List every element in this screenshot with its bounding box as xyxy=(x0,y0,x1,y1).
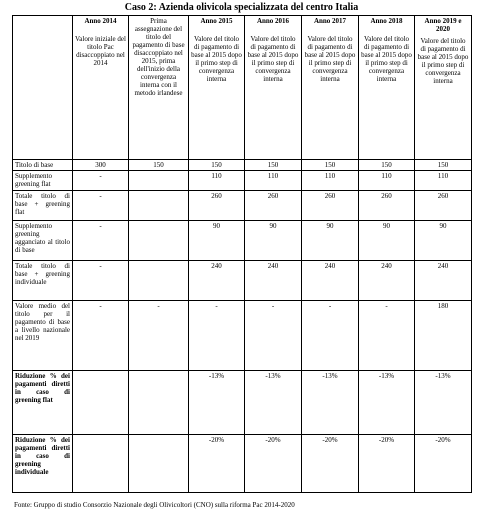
table-cell xyxy=(73,371,129,435)
table-cell: - xyxy=(73,301,129,371)
table-cell: -13% xyxy=(359,371,415,435)
table-cell: - xyxy=(359,301,415,371)
table-cell: 150 xyxy=(359,160,415,171)
table-cell: 90 xyxy=(359,221,415,261)
table-cell xyxy=(129,191,189,221)
table-cell: 90 xyxy=(302,221,359,261)
header-cell: Anno 2019 e 2020 Valore del titolo di pagamento di base al 2015 dopo il primo step di convergenza interna xyxy=(415,16,472,160)
table-cell: 260 xyxy=(359,191,415,221)
data-table xyxy=(12,15,472,493)
table-row xyxy=(13,435,472,493)
row-label: Titolo di base xyxy=(13,160,73,171)
header-cell: Anno 2015 Valore del titolo di pagamento di base al 2015 dopo il primo step di convergenza interna xyxy=(189,16,245,160)
row-label: Riduzione % dei pagamenti diretti in caso di greening individuale xyxy=(13,435,73,493)
table-cell: 150 xyxy=(302,160,359,171)
table-cell: 150 xyxy=(129,160,189,171)
table-row xyxy=(13,171,472,191)
row-label: Totale titolo di base + greening individuale xyxy=(13,261,73,301)
table-cell xyxy=(129,221,189,261)
table-cell: -20% xyxy=(189,435,245,493)
table-cell: 150 xyxy=(189,160,245,171)
table-cell: - xyxy=(73,261,129,301)
table-cell: -20% xyxy=(415,435,472,493)
row-label: Riduzione % dei pagamenti diretti in caso di greening flat xyxy=(13,371,73,435)
table-row xyxy=(13,301,472,371)
table-cell: 110 xyxy=(415,171,472,191)
table-cell: 110 xyxy=(359,171,415,191)
table-cell: -20% xyxy=(359,435,415,493)
table-cell: - xyxy=(73,191,129,221)
table-cell: - xyxy=(73,171,129,191)
document-title: Caso 2: Azienda olivicola specializzata del centro Italia xyxy=(124,2,359,13)
table-cell: 180 xyxy=(415,301,472,371)
table-cell: - xyxy=(245,301,302,371)
table-cell: 110 xyxy=(302,171,359,191)
table-cell: 260 xyxy=(302,191,359,221)
table-cell: 90 xyxy=(189,221,245,261)
table-cell: 90 xyxy=(415,221,472,261)
header-cell: Anno 2016 Valore del titolo di pagamento di base al 2015 dopo il primo step di convergenza interna xyxy=(245,16,302,160)
table-cell xyxy=(129,435,189,493)
table-cell: - xyxy=(302,301,359,371)
table-cell: 240 xyxy=(302,261,359,301)
header-cell: Prima assegnazione del titolo del pagamento di base disaccoppiato nel 2015, prima dell'inizio della convergenza interna con il metodo irlandese xyxy=(129,16,189,160)
table-row xyxy=(13,160,472,171)
table-cell: 240 xyxy=(189,261,245,301)
header-cell: Anno 2014 Valore iniziale del titolo Pac disaccoppiato nel 2014 xyxy=(73,16,129,160)
table-cell: 240 xyxy=(359,261,415,301)
source-note: Fonte: Gruppo di studio Consorzio Nazionale degli Olivicoltori (CNO) sulla riforma Pac 2014-2020 xyxy=(14,501,295,509)
table-row xyxy=(13,371,472,435)
table-cell: -13% xyxy=(189,371,245,435)
table-cell: -20% xyxy=(245,435,302,493)
table-row xyxy=(13,261,472,301)
table-row xyxy=(13,191,472,221)
table-cell: - xyxy=(73,221,129,261)
table-cell: 110 xyxy=(189,171,245,191)
table-row xyxy=(13,221,472,261)
table-cell xyxy=(129,371,189,435)
header-cell: Anno 2018 Valore del titolo di pagamento di base al 2015 dopo il primo step di convergenza interna xyxy=(359,16,415,160)
table-cell: 240 xyxy=(415,261,472,301)
table-cell: 90 xyxy=(245,221,302,261)
table-cell: 150 xyxy=(245,160,302,171)
table-cell: -13% xyxy=(302,371,359,435)
table-cell: 260 xyxy=(245,191,302,221)
table-cell: 260 xyxy=(415,191,472,221)
table-cell: - xyxy=(189,301,245,371)
header-cell xyxy=(13,16,73,160)
row-label: Supplemento greening flat xyxy=(13,171,73,191)
table-cell: -13% xyxy=(415,371,472,435)
table-cell: 110 xyxy=(245,171,302,191)
table-cell: - xyxy=(129,301,189,371)
table-cell: -20% xyxy=(302,435,359,493)
table-cell: 240 xyxy=(245,261,302,301)
header-row xyxy=(13,16,472,160)
row-label: Supplemento greening agganciato al titolo di base xyxy=(13,221,73,261)
table-cell: -13% xyxy=(245,371,302,435)
table-cell: 300 xyxy=(73,160,129,171)
table-cell xyxy=(129,261,189,301)
row-label: Valore medio del titolo per il pagamento di base a livello nazionale nel 2019 xyxy=(13,301,73,371)
table-cell: 150 xyxy=(415,160,472,171)
header-cell: Anno 2017 Valore del titolo di pagamento di base al 2015 dopo il primo step di convergenza interna xyxy=(302,16,359,160)
table-cell xyxy=(129,171,189,191)
table-cell xyxy=(73,435,129,493)
row-label: Totale titolo di base + greening flat xyxy=(13,191,73,221)
table-cell: 260 xyxy=(189,191,245,221)
